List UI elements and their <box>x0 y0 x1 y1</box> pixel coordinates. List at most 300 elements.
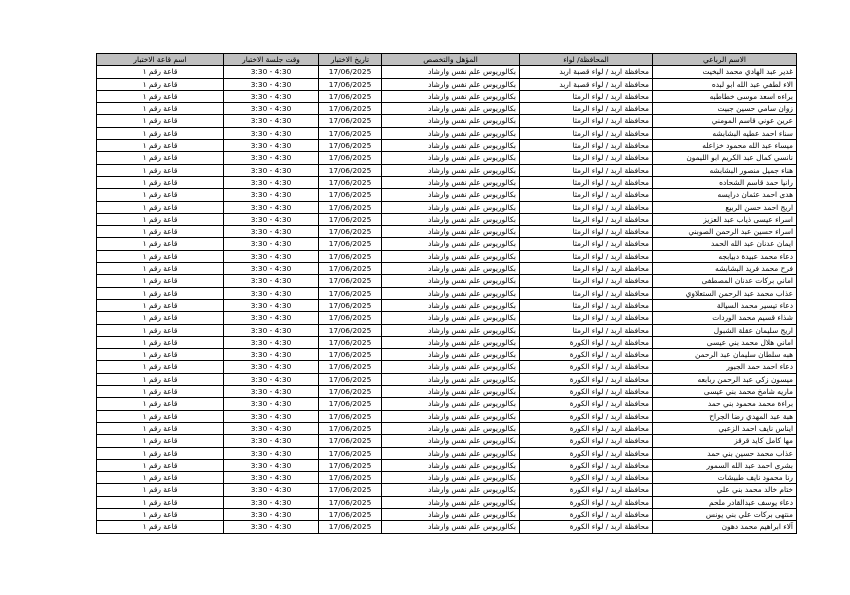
header-governorate: المحافظة/ لواء <box>520 54 653 66</box>
cell-hall: قاعة رقم ١ <box>97 127 224 139</box>
cell-date <box>319 435 382 447</box>
cell-qualification: بكالوريوس علم نفس وارشاد <box>382 373 520 385</box>
table-row <box>97 435 797 447</box>
cell-time-text: 3:30 - 4:30 <box>250 190 292 200</box>
cell-time <box>224 238 319 250</box>
cell-time <box>224 484 319 496</box>
cell-date-text: 17/06/2025 <box>328 497 372 507</box>
cell-time <box>224 422 319 434</box>
cell-hall: قاعة رقم ١ <box>97 459 224 471</box>
cell-governorate: محافظة اربد / لواء الرمثا <box>520 226 653 238</box>
cell-time-text: 3:30 - 4:30 <box>250 288 292 298</box>
table-row <box>97 140 797 152</box>
cell-hall: قاعة رقم ١ <box>97 336 224 348</box>
cell-time-text: 3:30 - 4:30 <box>250 337 292 347</box>
cell-date <box>319 386 382 398</box>
cell-date-text: 17/06/2025 <box>328 116 372 126</box>
cell-qualification: بكالوريوس علم نفس وارشاد <box>382 140 520 152</box>
cell-date <box>319 484 382 496</box>
cell-date-text: 17/06/2025 <box>328 128 372 138</box>
cell-date <box>319 66 382 78</box>
cell-governorate: محافظة اربد / لواء الرمثا <box>520 324 653 336</box>
cell-date-text: 17/06/2025 <box>328 350 372 360</box>
cell-date-text: 17/06/2025 <box>328 300 372 310</box>
cell-time-text: 3:30 - 4:30 <box>250 350 292 360</box>
cell-time <box>224 508 319 520</box>
cell-time <box>224 299 319 311</box>
cell-date-text: 17/06/2025 <box>328 227 372 237</box>
table-row <box>97 386 797 398</box>
table-row <box>97 115 797 127</box>
header-date: تاريخ الاختبار <box>319 54 382 66</box>
cell-date <box>319 496 382 508</box>
cell-time-text: 3:30 - 4:30 <box>250 276 292 286</box>
cell-time-text: 3:30 - 4:30 <box>250 177 292 187</box>
cell-time <box>224 127 319 139</box>
cell-name: نانسي كمال عبد الكريم ابو الليمون <box>653 152 797 164</box>
cell-date-text: 17/06/2025 <box>328 473 372 483</box>
cell-qualification: بكالوريوس علم نفس وارشاد <box>382 484 520 496</box>
cell-name: اسراء عيسى ذياب عبد العزيز <box>653 213 797 225</box>
cell-time <box>224 410 319 422</box>
cell-date-text: 17/06/2025 <box>328 104 372 114</box>
cell-date-text: 17/06/2025 <box>328 423 372 433</box>
cell-qualification: بكالوريوس علم نفس وارشاد <box>382 164 520 176</box>
cell-date-text: 17/06/2025 <box>328 436 372 446</box>
table-row <box>97 459 797 471</box>
cell-governorate: محافظة اربد / لواء قصبة اربد <box>520 66 653 78</box>
cell-name: هبه سلطان سليمان عبد الرحمن <box>653 349 797 361</box>
cell-hall: قاعة رقم ١ <box>97 349 224 361</box>
table-row <box>97 66 797 78</box>
cell-name: ماريه شامخ محمد بني عيسى <box>653 386 797 398</box>
cell-name: فرح محمد فريد البشابشه <box>653 263 797 275</box>
cell-governorate: محافظة اربد / لواء الرمثا <box>520 103 653 115</box>
cell-name: عذاب محمد حسين بني حمد <box>653 447 797 459</box>
cell-date <box>319 508 382 520</box>
cell-qualification: بكالوريوس علم نفس وارشاد <box>382 152 520 164</box>
cell-qualification: بكالوريوس علم نفس وارشاد <box>382 435 520 447</box>
cell-time-text: 3:30 - 4:30 <box>250 509 292 519</box>
cell-time-text: 3:30 - 4:30 <box>250 436 292 446</box>
cell-hall: قاعة رقم ١ <box>97 361 224 373</box>
cell-hall: قاعة رقم ١ <box>97 275 224 287</box>
cell-name: رانيا حمد قاسم الشحاده <box>653 176 797 188</box>
cell-qualification: بكالوريوس علم نفس وارشاد <box>382 238 520 250</box>
cell-hall: قاعة رقم ١ <box>97 250 224 262</box>
cell-date-text: 17/06/2025 <box>328 165 372 175</box>
cell-time-text: 3:30 - 4:30 <box>250 141 292 151</box>
cell-hall: قاعة رقم ١ <box>97 299 224 311</box>
cell-time <box>224 164 319 176</box>
cell-time <box>224 176 319 188</box>
table-row <box>97 189 797 201</box>
cell-name: براءه اسعد موسى خطاطبه <box>653 90 797 102</box>
cell-time-text: 3:30 - 4:30 <box>250 128 292 138</box>
cell-governorate: محافظة اربد / لواء الرمثا <box>520 312 653 324</box>
cell-date <box>319 213 382 225</box>
cell-time-text: 3:30 - 4:30 <box>250 251 292 261</box>
cell-qualification: بكالوريوس علم نفس وارشاد <box>382 78 520 90</box>
cell-name: عذاب محمد عبد الرحمن الستعلاوي <box>653 287 797 299</box>
table-row <box>97 238 797 250</box>
cell-date <box>319 140 382 152</box>
cell-governorate: محافظة اربد / لواء الكورة <box>520 361 653 373</box>
cell-time-text: 3:30 - 4:30 <box>250 300 292 310</box>
cell-date <box>319 263 382 275</box>
cell-qualification: بكالوريوس علم نفس وارشاد <box>382 312 520 324</box>
cell-date-text: 17/06/2025 <box>328 141 372 151</box>
cell-name: شذاء قسيم محمد الوردات <box>653 312 797 324</box>
cell-date-text: 17/06/2025 <box>328 276 372 286</box>
cell-governorate: محافظة اربد / لواء الكورة <box>520 447 653 459</box>
cell-hall: قاعة رقم ١ <box>97 521 224 533</box>
cell-name: الاء لطفي عبد الله ابو لبده <box>653 78 797 90</box>
cell-time-text: 3:30 - 4:30 <box>250 202 292 212</box>
table-row <box>97 373 797 385</box>
cell-time <box>224 115 319 127</box>
cell-time <box>224 103 319 115</box>
cell-time <box>224 521 319 533</box>
table-row <box>97 275 797 287</box>
cell-date-text: 17/06/2025 <box>328 91 372 101</box>
header-time: وقت جلسة الاختبار <box>224 54 319 66</box>
cell-time <box>224 189 319 201</box>
cell-hall: قاعة رقم ١ <box>97 164 224 176</box>
cell-date-text: 17/06/2025 <box>328 325 372 335</box>
cell-governorate: محافظة اربد / لواء الكورة <box>520 435 653 447</box>
cell-qualification: بكالوريوس علم نفس وارشاد <box>382 386 520 398</box>
cell-date-text: 17/06/2025 <box>328 399 372 409</box>
cell-qualification: بكالوريوس علم نفس وارشاد <box>382 496 520 508</box>
cell-hall: قاعة رقم ١ <box>97 152 224 164</box>
cell-time-text: 3:30 - 4:30 <box>250 362 292 372</box>
header-qualification: المؤهل والتخصص <box>382 54 520 66</box>
cell-qualification: بكالوريوس علم نفس وارشاد <box>382 250 520 262</box>
cell-time-text: 3:30 - 4:30 <box>250 325 292 335</box>
cell-name: اماني بركات عدنان المصطفى <box>653 275 797 287</box>
cell-date <box>319 201 382 213</box>
cell-hall: قاعة رقم ١ <box>97 398 224 410</box>
cell-qualification: بكالوريوس علم نفس وارشاد <box>382 103 520 115</box>
cell-hall: قاعة رقم ١ <box>97 422 224 434</box>
header-row <box>97 54 797 66</box>
cell-name: ميساء عبد الله محمود خزاعله <box>653 140 797 152</box>
cell-name: اماني هلال محمد بني عيسى <box>653 336 797 348</box>
cell-name: ختام خالد محمد بني علي <box>653 484 797 496</box>
cell-name: هناء جميل منصور البشابشه <box>653 164 797 176</box>
cell-time-text: 3:30 - 4:30 <box>250 473 292 483</box>
cell-name: اريج احمد حسن الربيع <box>653 201 797 213</box>
cell-qualification: بكالوريوس علم نفس وارشاد <box>382 508 520 520</box>
cell-name: هبة عبد المهدي رضا الجراح <box>653 410 797 422</box>
cell-name: آلاء ابراهيم محمد دهون <box>653 521 797 533</box>
cell-governorate: محافظة اربد / لواء الرمثا <box>520 140 653 152</box>
cell-qualification: بكالوريوس علم نفس وارشاد <box>382 213 520 225</box>
cell-date <box>319 349 382 361</box>
cell-governorate: محافظة اربد / لواء الكورة <box>520 496 653 508</box>
cell-time-text: 3:30 - 4:30 <box>250 227 292 237</box>
cell-date-text: 17/06/2025 <box>328 313 372 323</box>
table-row <box>97 152 797 164</box>
table-row <box>97 447 797 459</box>
table-row <box>97 472 797 484</box>
cell-date <box>319 275 382 287</box>
cell-date <box>319 312 382 324</box>
cell-time <box>224 324 319 336</box>
exam-roster-table <box>96 53 797 534</box>
cell-date <box>319 287 382 299</box>
cell-time-text: 3:30 - 4:30 <box>250 264 292 274</box>
cell-time-text: 3:30 - 4:30 <box>250 423 292 433</box>
cell-governorate: محافظة اربد / لواء الرمثا <box>520 90 653 102</box>
cell-date <box>319 521 382 533</box>
cell-date <box>319 398 382 410</box>
cell-date <box>319 299 382 311</box>
cell-governorate: محافظة اربد / لواء الكورة <box>520 484 653 496</box>
table-row <box>97 398 797 410</box>
cell-date <box>319 90 382 102</box>
cell-governorate: محافظة اربد / لواء الرمثا <box>520 238 653 250</box>
table-row <box>97 78 797 90</box>
cell-date-text: 17/06/2025 <box>328 67 372 77</box>
cell-time <box>224 447 319 459</box>
cell-qualification: بكالوريوس علم نفس وارشاد <box>382 521 520 533</box>
cell-date-text: 17/06/2025 <box>328 202 372 212</box>
cell-governorate: محافظة اربد / لواء الرمثا <box>520 176 653 188</box>
cell-hall: قاعة رقم ١ <box>97 189 224 201</box>
cell-hall: قاعة رقم ١ <box>97 213 224 225</box>
cell-name: ايناس نايف احمد الزعبي <box>653 422 797 434</box>
cell-name: دعاء تيسير محمد السيالة <box>653 299 797 311</box>
cell-governorate: محافظة اربد / لواء الكورة <box>520 422 653 434</box>
cell-time <box>224 66 319 78</box>
cell-time <box>224 226 319 238</box>
cell-name: اريج سليمان عقلة الشبول <box>653 324 797 336</box>
cell-time-text: 3:30 - 4:30 <box>250 448 292 458</box>
table-row <box>97 484 797 496</box>
cell-qualification: بكالوريوس علم نفس وارشاد <box>382 287 520 299</box>
cell-governorate: محافظة اربد / لواء الرمثا <box>520 127 653 139</box>
cell-hall: قاعة رقم ١ <box>97 140 224 152</box>
cell-time <box>224 459 319 471</box>
cell-time <box>224 361 319 373</box>
cell-hall: قاعة رقم ١ <box>97 238 224 250</box>
cell-qualification: بكالوريوس علم نفس وارشاد <box>382 447 520 459</box>
cell-time-text: 3:30 - 4:30 <box>250 214 292 224</box>
cell-qualification: بكالوريوس علم نفس وارشاد <box>382 275 520 287</box>
cell-date-text: 17/06/2025 <box>328 374 372 384</box>
cell-name: دعاء محمد عبيدة دبيابجه <box>653 250 797 262</box>
table-row <box>97 336 797 348</box>
table-row <box>97 312 797 324</box>
table-row <box>97 349 797 361</box>
table-row <box>97 164 797 176</box>
header-hall: اسم قاعة الاختبار <box>97 54 224 66</box>
cell-time-text: 3:30 - 4:30 <box>250 485 292 495</box>
cell-hall: قاعة رقم ١ <box>97 66 224 78</box>
cell-time <box>224 496 319 508</box>
cell-date-text: 17/06/2025 <box>328 522 372 532</box>
cell-name: عرين عوني قاسم المومني <box>653 115 797 127</box>
cell-time <box>224 263 319 275</box>
table-row <box>97 127 797 139</box>
cell-date <box>319 422 382 434</box>
cell-hall: قاعة رقم ١ <box>97 103 224 115</box>
cell-qualification: بكالوريوس علم نفس وارشاد <box>382 263 520 275</box>
cell-date <box>319 410 382 422</box>
cell-time-text: 3:30 - 4:30 <box>250 116 292 126</box>
cell-qualification: بكالوريوس علم نفس وارشاد <box>382 422 520 434</box>
cell-time-text: 3:30 - 4:30 <box>250 153 292 163</box>
cell-qualification: بكالوريوس علم نفس وارشاد <box>382 459 520 471</box>
header-name: الاسم الرباعي <box>653 54 797 66</box>
cell-date <box>319 324 382 336</box>
cell-qualification: بكالوريوس علم نفس وارشاد <box>382 361 520 373</box>
cell-governorate: محافظة اربد / لواء الرمثا <box>520 115 653 127</box>
cell-name: ايمان عدنان عبد الله الحمد <box>653 238 797 250</box>
cell-governorate: محافظة اربد / لواء الكورة <box>520 349 653 361</box>
cell-hall: قاعة رقم ١ <box>97 472 224 484</box>
cell-qualification: بكالوريوس علم نفس وارشاد <box>382 324 520 336</box>
cell-date <box>319 164 382 176</box>
cell-time <box>224 312 319 324</box>
cell-governorate: محافظة اربد / لواء الرمثا <box>520 287 653 299</box>
cell-name: ميسون زكي عبد الرحمن ربابعه <box>653 373 797 385</box>
cell-hall: قاعة رقم ١ <box>97 287 224 299</box>
cell-name: مها كامل كايد قرقز <box>653 435 797 447</box>
cell-time-text: 3:30 - 4:30 <box>250 165 292 175</box>
cell-time <box>224 373 319 385</box>
cell-hall: قاعة رقم ١ <box>97 496 224 508</box>
table-row <box>97 176 797 188</box>
cell-time-text: 3:30 - 4:30 <box>250 460 292 470</box>
cell-governorate: محافظة اربد / لواء الكورة <box>520 398 653 410</box>
cell-date-text: 17/06/2025 <box>328 387 372 397</box>
cell-date <box>319 250 382 262</box>
cell-date <box>319 459 382 471</box>
cell-date <box>319 361 382 373</box>
cell-qualification: بكالوريوس علم نفس وارشاد <box>382 398 520 410</box>
cell-time <box>224 201 319 213</box>
cell-name: دعاء يوسف عبدالقادر ملحم <box>653 496 797 508</box>
cell-time <box>224 78 319 90</box>
cell-time <box>224 275 319 287</box>
cell-time-text: 3:30 - 4:30 <box>250 239 292 249</box>
cell-date-text: 17/06/2025 <box>328 288 372 298</box>
table-row <box>97 226 797 238</box>
cell-hall: قاعة رقم ١ <box>97 484 224 496</box>
cell-time-text: 3:30 - 4:30 <box>250 411 292 421</box>
table-row <box>97 496 797 508</box>
table-row <box>97 213 797 225</box>
cell-hall: قاعة رقم ١ <box>97 226 224 238</box>
cell-governorate: محافظة اربد / لواء الرمثا <box>520 275 653 287</box>
cell-date-text: 17/06/2025 <box>328 264 372 274</box>
cell-qualification: بكالوريوس علم نفس وارشاد <box>382 410 520 422</box>
cell-date-text: 17/06/2025 <box>328 214 372 224</box>
cell-date-text: 17/06/2025 <box>328 460 372 470</box>
cell-date-text: 17/06/2025 <box>328 239 372 249</box>
cell-time <box>224 435 319 447</box>
cell-hall: قاعة رقم ١ <box>97 263 224 275</box>
cell-governorate: محافظة اربد / لواء الرمثا <box>520 201 653 213</box>
cell-governorate: محافظة اربد / لواء قصبة اربد <box>520 78 653 90</box>
cell-time <box>224 152 319 164</box>
cell-time-text: 3:30 - 4:30 <box>250 374 292 384</box>
cell-date <box>319 115 382 127</box>
cell-hall: قاعة رقم ١ <box>97 373 224 385</box>
cell-name: سناء احمد عطيه البشابشه <box>653 127 797 139</box>
cell-hall: قاعة رقم ١ <box>97 447 224 459</box>
cell-name: منتهى بركات علي بني يونس <box>653 508 797 520</box>
cell-hall: قاعة رقم ١ <box>97 90 224 102</box>
cell-date-text: 17/06/2025 <box>328 448 372 458</box>
table-row <box>97 324 797 336</box>
cell-governorate: محافظة اربد / لواء الكورة <box>520 472 653 484</box>
cell-governorate: محافظة اربد / لواء الرمثا <box>520 250 653 262</box>
cell-date-text: 17/06/2025 <box>328 411 372 421</box>
cell-governorate: محافظة اربد / لواء الرمثا <box>520 263 653 275</box>
cell-qualification: بكالوريوس علم نفس وارشاد <box>382 226 520 238</box>
cell-qualification: بكالوريوس علم نفس وارشاد <box>382 115 520 127</box>
cell-date <box>319 238 382 250</box>
cell-governorate: محافظة اربد / لواء الرمثا <box>520 152 653 164</box>
cell-time-text: 3:30 - 4:30 <box>250 79 292 89</box>
cell-date-text: 17/06/2025 <box>328 509 372 519</box>
cell-qualification: بكالوريوس علم نفس وارشاد <box>382 201 520 213</box>
cell-time <box>224 349 319 361</box>
cell-date-text: 17/06/2025 <box>328 337 372 347</box>
cell-governorate: محافظة اربد / لواء الكورة <box>520 373 653 385</box>
table-row <box>97 422 797 434</box>
cell-qualification: بكالوريوس علم نفس وارشاد <box>382 127 520 139</box>
cell-governorate: محافظة اربد / لواء الرمثا <box>520 213 653 225</box>
cell-qualification: بكالوريوس علم نفس وارشاد <box>382 472 520 484</box>
cell-governorate: محافظة اربد / لواء الكورة <box>520 386 653 398</box>
cell-hall: قاعة رقم ١ <box>97 312 224 324</box>
cell-time <box>224 472 319 484</box>
cell-date-text: 17/06/2025 <box>328 153 372 163</box>
cell-time <box>224 336 319 348</box>
cell-time <box>224 386 319 398</box>
cell-date <box>319 447 382 459</box>
cell-name: هدى احمد عثمان درايسه <box>653 189 797 201</box>
table-row <box>97 263 797 275</box>
cell-time <box>224 90 319 102</box>
cell-governorate: محافظة اربد / لواء الكورة <box>520 508 653 520</box>
cell-time <box>224 140 319 152</box>
cell-governorate: محافظة اربد / لواء الكورة <box>520 410 653 422</box>
cell-governorate: محافظة اربد / لواء الكورة <box>520 521 653 533</box>
cell-date <box>319 78 382 90</box>
cell-qualification: بكالوريوس علم نفس وارشاد <box>382 189 520 201</box>
table-header <box>97 54 797 66</box>
cell-hall: قاعة رقم ١ <box>97 410 224 422</box>
table-row <box>97 287 797 299</box>
cell-date-text: 17/06/2025 <box>328 190 372 200</box>
cell-name: رنا محمود نايف طبيشات <box>653 472 797 484</box>
cell-hall: قاعة رقم ١ <box>97 324 224 336</box>
cell-governorate: محافظة اربد / لواء الرمثا <box>520 164 653 176</box>
cell-date-text: 17/06/2025 <box>328 362 372 372</box>
cell-hall: قاعة رقم ١ <box>97 435 224 447</box>
cell-governorate: محافظة اربد / لواء الكورة <box>520 459 653 471</box>
table-row <box>97 410 797 422</box>
cell-date-text: 17/06/2025 <box>328 79 372 89</box>
cell-qualification: بكالوريوس علم نفس وارشاد <box>382 299 520 311</box>
cell-date <box>319 152 382 164</box>
